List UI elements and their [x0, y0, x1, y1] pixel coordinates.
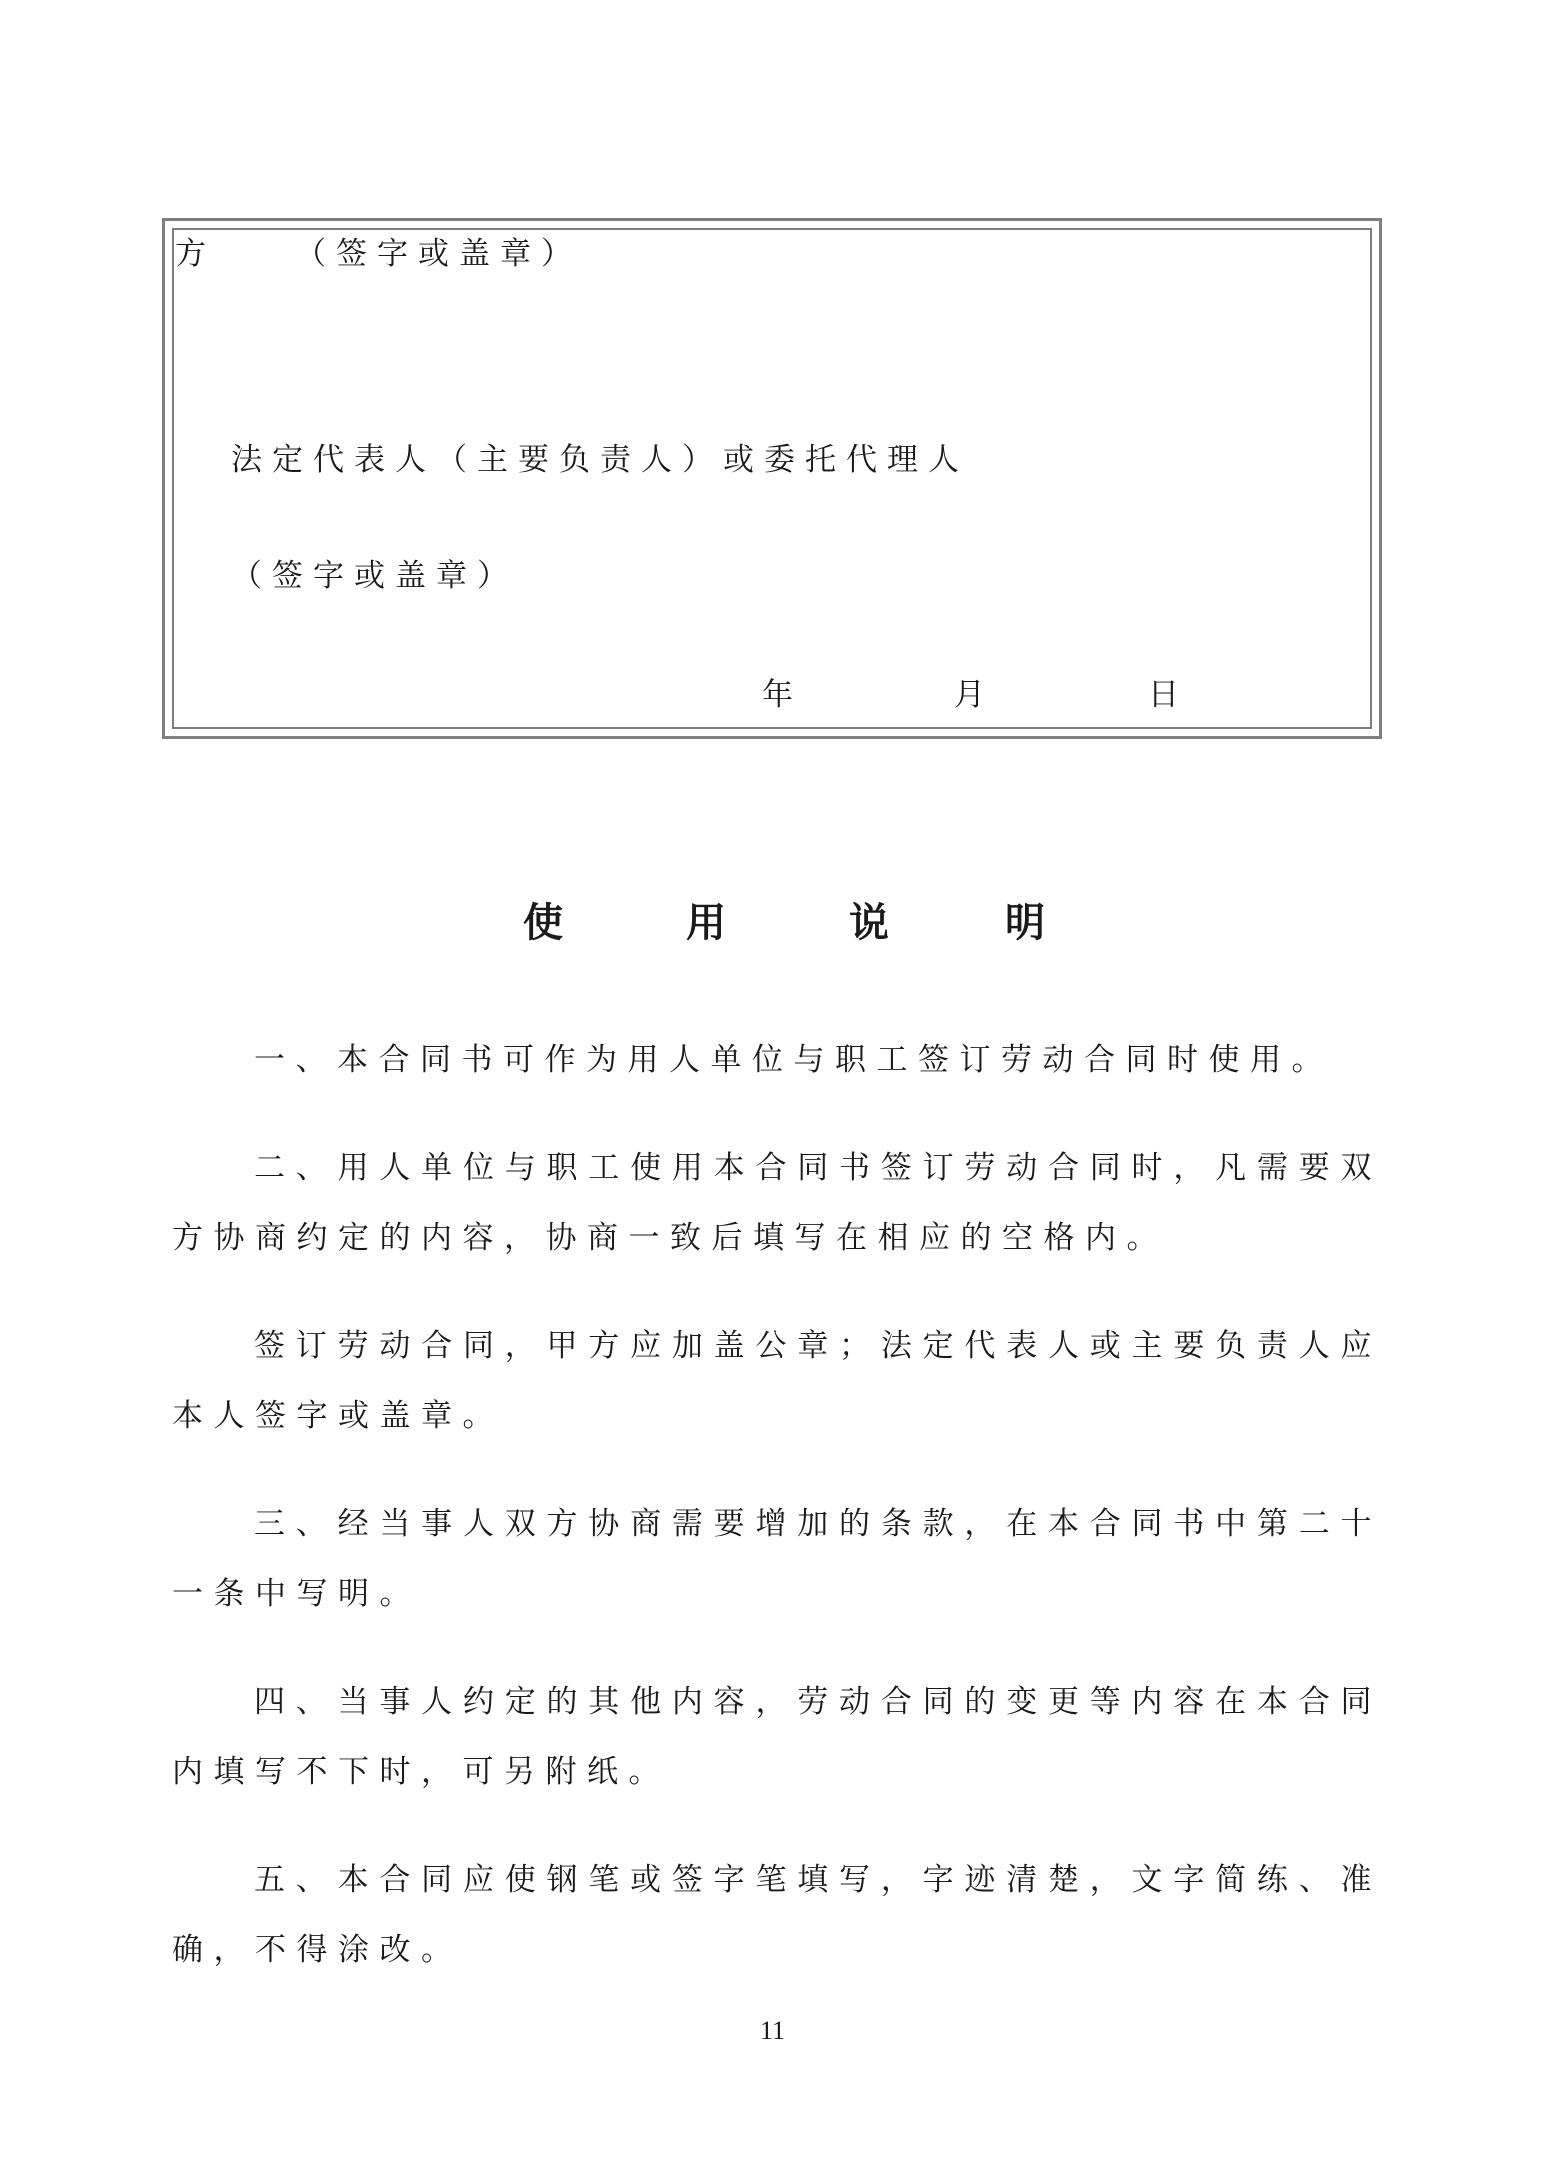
- instruction-paragraph: 一、本合同书可作为用人单位与职工签订劳动合同时使用。: [254, 1042, 1333, 1078]
- title-char: 用: [686, 900, 726, 946]
- party-signature-note: （签字或盖章）: [295, 236, 582, 272]
- title-char: 使: [523, 900, 563, 946]
- representative-label: 法定代表人（主要负责人）或委托代理人: [231, 442, 969, 478]
- signature-box-inner-border: [172, 228, 1372, 729]
- title-char: 明: [1005, 900, 1045, 946]
- instruction-paragraph: 三、经当事人双方协商需要增加的条款，在本合同书中第二十一条中写明。: [172, 1506, 1382, 1612]
- signature-box: [162, 218, 1382, 739]
- date-day-label: 日: [1148, 677, 1189, 713]
- section-title: [0, 900, 1545, 953]
- page-number: 11: [759, 2016, 786, 2045]
- instruction-paragraph: 四、当事人约定的其他内容，劳动合同的变更等内容在本合同内填写不下时，可另附纸。: [172, 1684, 1382, 1790]
- date-month-label: 月: [954, 677, 995, 713]
- instruction-paragraph: 二、用人单位与职工使用本合同书签订劳动合同时，凡需要双方协商约定的内容，协商一致后填写在相应的空格内。: [172, 1150, 1382, 1256]
- title-char: 说: [849, 900, 889, 946]
- date-year-label: 年: [762, 677, 803, 713]
- instruction-paragraph: 五、本合同应使钢笔或签字笔填写，字迹清楚，文字简练、准确，不得涂改。: [172, 1862, 1382, 1968]
- representative-signature-note: （签字或盖章）: [231, 558, 518, 594]
- party-label: 方: [175, 236, 206, 272]
- usage-instructions: [172, 1025, 1382, 2023]
- instruction-paragraph: 签订劳动合同，甲方应加盖公章；法定代表人或主要负责人应本人签字或盖章。: [172, 1328, 1382, 1434]
